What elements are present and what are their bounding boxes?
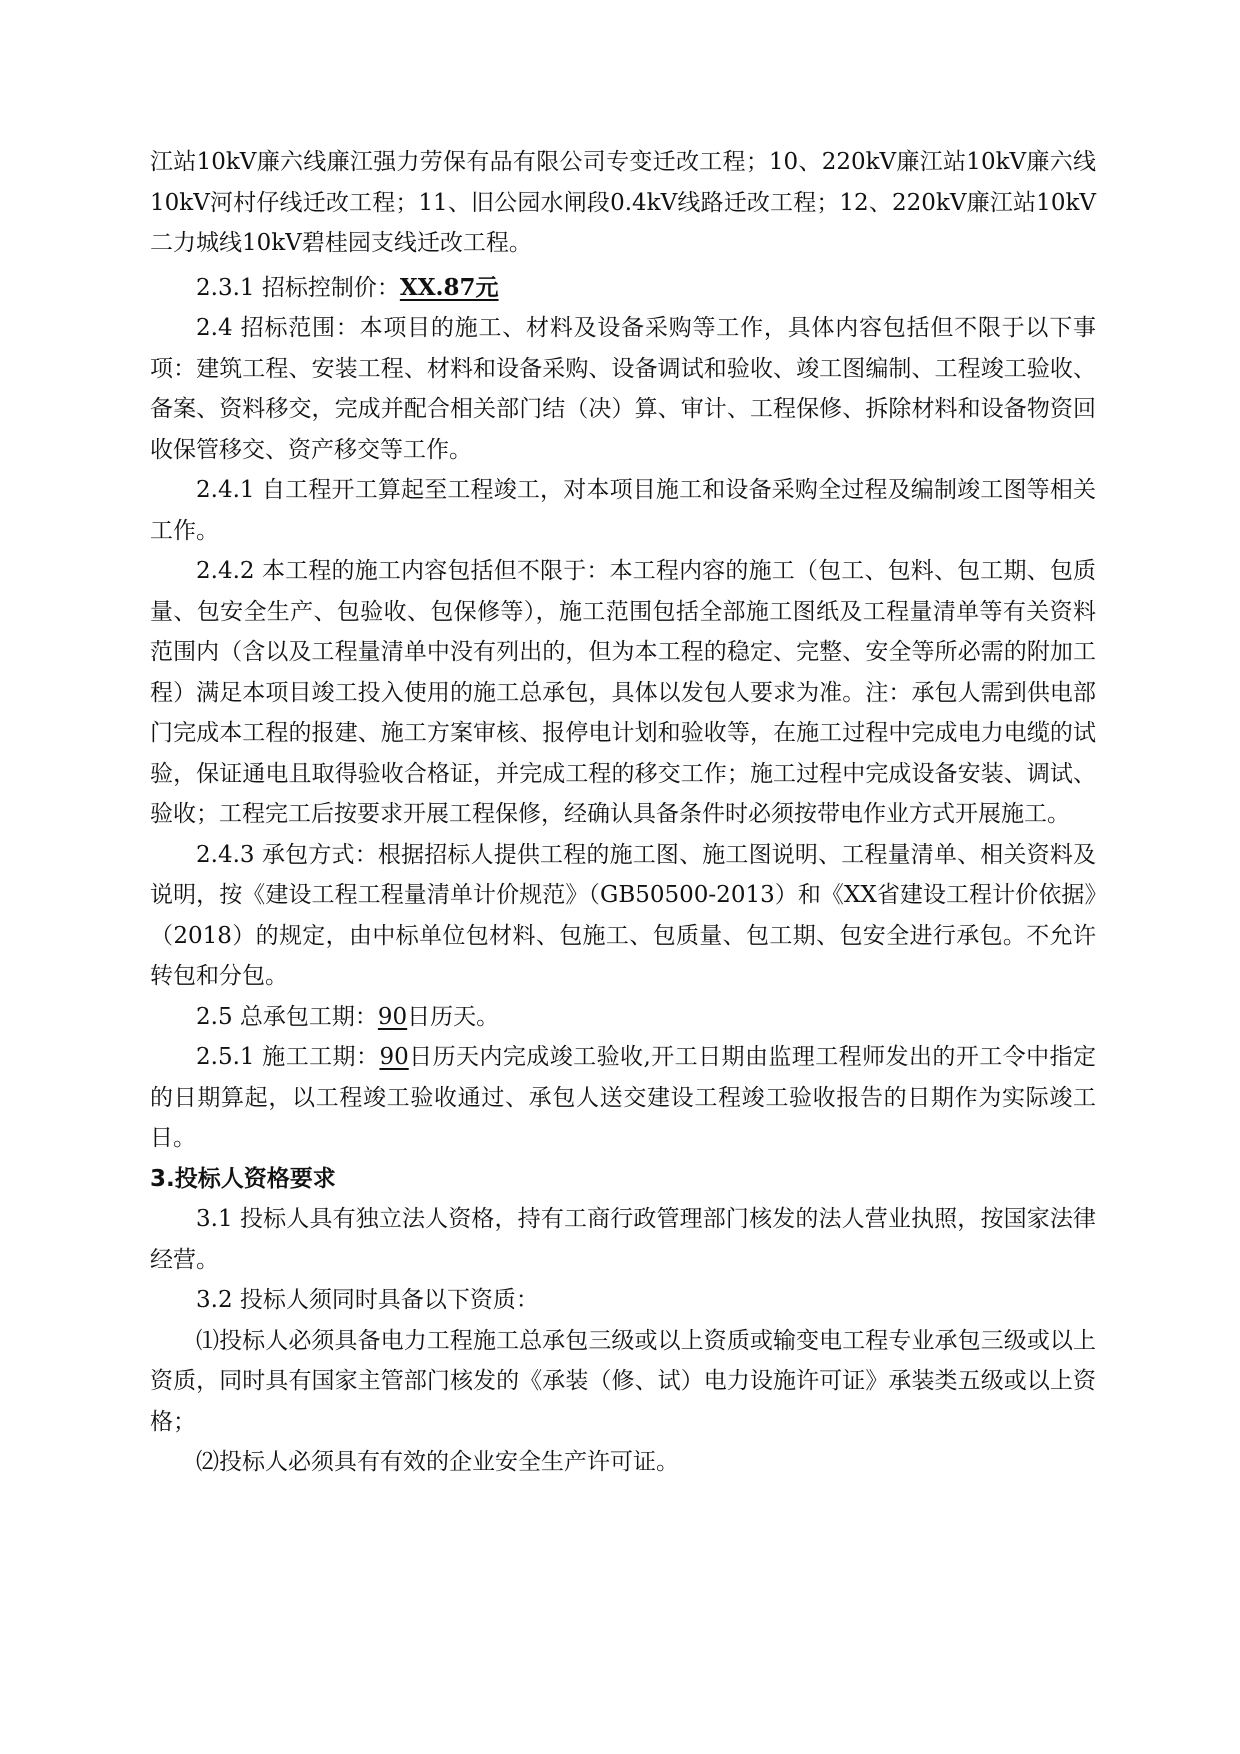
control-price-value: XX.87元 [399, 273, 499, 301]
section-3-1: 3.1 投标人具有独立法人资格，持有工商行政管理部门核发的法人营业执照，按国家法律经营。 [150, 1206, 1096, 1273]
section-2-3-1 [150, 268, 1096, 309]
section-2-4-2: 2.4.2 本工程的施工内容包括但不限于：本工程内容的施工（包工、包料、包工期、包质量、包安全生产、包验收、包保修等），施工范围包括全部施工图纸及工程量清单等有关资料范围内（含以及工程量清单中没有列出的，但为本工程的稳定、完整、安全等所必需的附加工程）满足本项目竣工投入使用的施工总承包，具体以发包人要求为准。注：承包人需到供电部门完成本工程的报建、施工方案审核、报停电计划和验收等，在施工过程中完成电力电缆的试验，保证通电且取得验收合格证，并完成工程的移交工作；施工过程中完成设备安装、调试、验收；工程完工后按要求开展工程保修，经确认具备条件时必须按带电作业方式开展施工。 [150, 558, 1096, 827]
section-2-5-1 [150, 1037, 1096, 1159]
construction-period-suffix: 日历天内完成竣工验收,开工日期由监理工程师发出的开工令中指定的日期算起，以工程竣工验收通过、承包人送交建设工程竣工验收报告的日期作为实际竣工日。 [150, 1044, 1096, 1151]
total-period-label: 2.5 总承包工期： [196, 1003, 378, 1030]
section-2-4-1: 2.4.1 自工程开工算起至工程竣工，对本项目施工和设备采购全过程及编制竣工图等相关工作。 [150, 477, 1096, 544]
intro-paragraph: 江站10kV廉六线廉江强力劳保有品有限公司专变迁改工程；10、220kV廉江站10kV廉六线10kV河村仔线迁改工程；11、旧公园水闸段0.4kV线路迁改工程；12、220kV廉江站10kV二力城线10kV碧桂园支线迁改工程。 [150, 149, 1096, 256]
section-2-4-3: 2.4.3 承包方式：根据招标人提供工程的施工图、施工图说明、工程量清单、相关资料及说明，按《建设工程工程量清单计价规范》（GB50500-2013）和《XX省建设工程计价依据》（2018）的规定，由中标单位包材料、包施工、包质量、包工期、包安全进行承包。不允许转包和分包。 [150, 841, 1096, 989]
document-page [150, 142, 1096, 1483]
construction-period-days: 90 [379, 1044, 409, 1070]
construction-period-label: 2.5.1 施工工期： [196, 1044, 380, 1070]
total-period-days: 90 [377, 1003, 408, 1030]
section-2-4: 2.4 招标范围：本项目的施工、材料及设备采购等工作，具体内容包括但不限于以下事项：建筑工程、安装工程、材料和设备采购、设备调试和验收、竣工图编制、工程竣工验收、备案、资料移交，完成并配合相关部门结（决）算、审计、工程保修、拆除材料和设备物资回收保管移交、资产移交等工作。 [150, 315, 1096, 463]
qualification-item-1: ⑴投标人必须具备电力工程施工总承包三级或以上资质或输变电工程专业承包三级或以上资质，同时具有国家主管部门核发的《承装（修、试）电力设施许可证》承装类五级或以上资格； [150, 1327, 1096, 1435]
control-price-label: 2.3.1 招标控制价： [196, 274, 400, 301]
qualification-item-2: ⑵投标人必须具有有效的企业安全生产许可证。 [196, 1449, 679, 1475]
section-2-5 [150, 997, 1096, 1038]
total-period-suffix: 日历天。 [407, 1003, 500, 1030]
section-3-2: 3.2 投标人须同时具备以下资质： [196, 1287, 539, 1313]
section-3-heading: 3.投标人资格要求 [150, 1165, 336, 1192]
